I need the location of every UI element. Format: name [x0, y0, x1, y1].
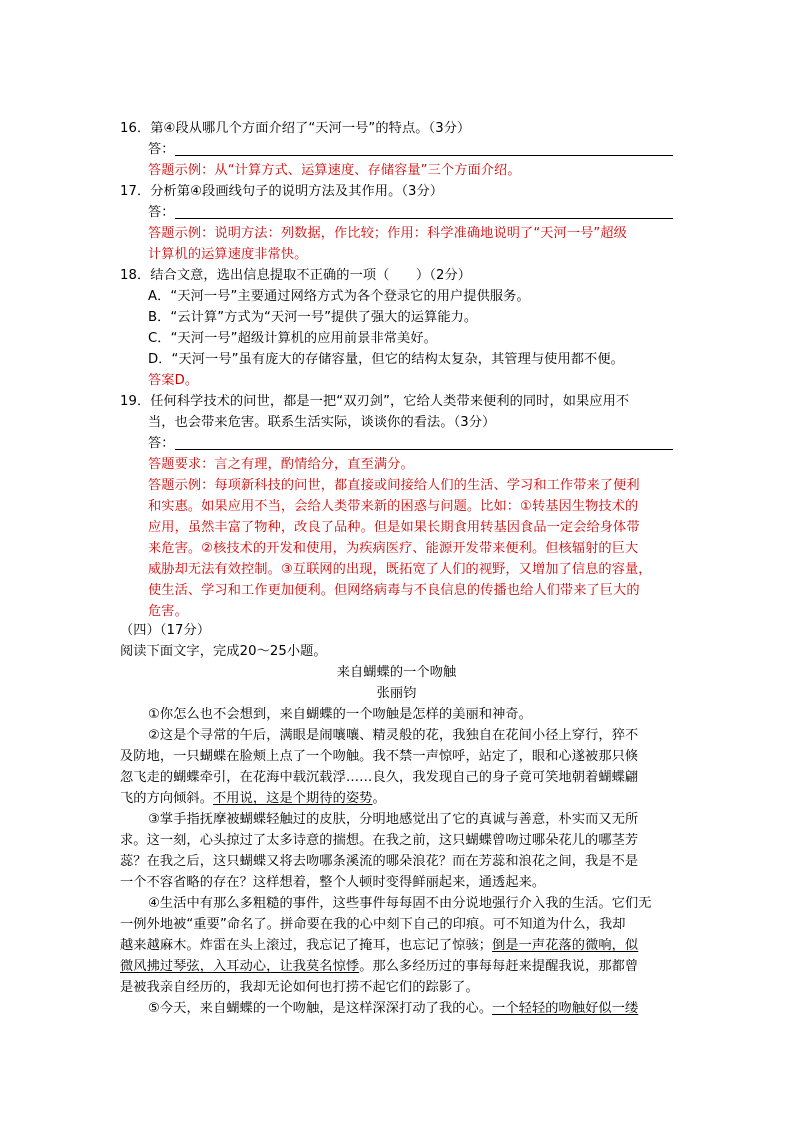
- q17-question: 17．分析第④段画线句子的说明方法及其作用。（3分）: [120, 184, 444, 199]
- paragraph-3-line-1: ③掌手指抚摩被蝴蝶轻触过的皮肤，分明地感觉出了它的真诚与善意，朴实而又无所: [148, 812, 639, 827]
- section-header: （四）（17分）: [120, 623, 211, 638]
- paragraph-2-line-4: [120, 788, 386, 809]
- paragraph-2-period: 。: [372, 791, 386, 806]
- q18-option-a: A．“天河一号”主要通过网络方式为各个登录它的用户提供服务。: [148, 289, 530, 304]
- q19-answer-label: 答：: [148, 436, 175, 451]
- paragraph-4-text-2: 。那么多经历过的事每每赶来提醒我说，那都曾: [359, 959, 639, 974]
- paragraph-3-line-3: 蕊？在我之后，这只蝴蝶又将去吻哪条溪流的哪朵浪花？而在芳蕊和浪花之间，我是不是: [120, 854, 639, 869]
- paragraph-4-line-5: 是被我亲自经历的，我却无论如何也打捞不起它们的踪影了。: [120, 980, 479, 995]
- q17-example-line-2: 计算机的运算速度非常快。: [148, 247, 308, 262]
- q19-example-line-7: 危害。: [148, 604, 188, 619]
- q18-option-d: D．“天河一号”虽有庞大的存储容量，但它的结构太复杂，其管理与使用都不便。: [148, 352, 624, 367]
- q16-question: 16．第④段从哪几个方面介绍了“天河一号”的特点。（3分）: [120, 121, 471, 136]
- q16-answer-blank[interactable]: [175, 155, 673, 156]
- q17-answer-blank[interactable]: [175, 218, 673, 219]
- q19-example-line-1: 答题示例：每项新科技的问世，都直接或间接给人们的生活、学习和工作带来了便利: [148, 478, 640, 493]
- paragraph-2-line-2: 及防地，一只蝴蝶在脸颊上点了一个吻触。我不禁一声惊呼，站定了，眼和心遂被那只倏: [120, 749, 639, 764]
- paragraph-4-line-2: 一例外地被“重要”命名了。拼命要在我的心中刻下自己的印痕。可不知道为什么，我却: [120, 917, 626, 932]
- q19-example-line-5: 威胁却无法有效控制。③互联网的出现，既拓宽了人们的视野，又增加了信息的容量，: [148, 562, 652, 577]
- q18-answer: 答案D。: [148, 373, 199, 388]
- q18-question: 18．结合文意，选出信息提取不正确的一项（ ）（2分）: [120, 268, 472, 283]
- q16-example: 答题示例：从“计算方式、运算速度、存储容量”三个方面介绍。: [148, 163, 521, 178]
- paragraph-2-line-1: ②这是个寻常的午后，满眼是闹嚷嚷、精灵般的花，我独自在花间小径上穿行，猝不: [148, 728, 639, 743]
- paragraph-3-line-4: 一个不容省略的存在？这样想着，整个人顿时变得鲜丽起来，通透起来。: [120, 875, 546, 890]
- q19-answer-blank[interactable]: [175, 449, 673, 450]
- paragraph-5-line-1: [148, 998, 638, 1019]
- q19-question-line-1: 19．任何科学技术的问世，都是一把“双刃剑”，它给人类带来便利的同时，如果应用不: [120, 394, 630, 409]
- q19-example-line-6: 使生活、学习和工作更加便利。但网络病毒与不良信息的传播也给人们带来了巨大的: [148, 583, 640, 598]
- q19-question-line-2: 当，也会带来危害。联系生活实际，谈谈你的看法。（3分）: [148, 415, 496, 430]
- q18-option-b: B．“云计算”方式为“天河一号”提供了强大的运算能力。: [148, 310, 478, 325]
- paragraph-2-text: 飞的方向倾斜。: [120, 791, 214, 806]
- paragraph-4-text: 越来越麻木。炸雷在头上滚过，我忘记了掩耳，也忘记了惊骇；: [120, 938, 493, 953]
- paragraph-5-text: ⑤今天，来自蝴蝶的一个吻触，是这样深深打动了我的心。: [148, 1001, 493, 1016]
- paragraph-3-line-2: 求。这一刻，心头掠过了太多诗意的揣想。在我之前，这只蝴蝶曾吻过哪朵花儿的哪茎芳: [120, 833, 639, 848]
- underlined-sentence-2-part-1: 倒是一声花落的微响，似: [492, 938, 639, 953]
- paragraph-4-line-1: ④生活中有那么多粗糙的事件，这些事件每每固不由分说地强行介入我的生活。它们无: [148, 896, 652, 911]
- q19-example-line-3: 应用，虽然丰富了物种，改良了品种。但是如果长期食用转基因食品一定会给身体带: [148, 520, 640, 535]
- paragraph-1: ①你怎么也不会想到，来自蝴蝶的一个吻触是怎样的美丽和神奇。: [148, 707, 532, 722]
- passage-title: 来自蝴蝶的一个吻触: [336, 665, 457, 680]
- paragraph-4-line-4: [120, 956, 638, 977]
- q19-example-line-4: 来危害。②核技术的开发和使用，为疾病医疗、能源开发带来便利。但核辐射的巨大: [148, 541, 639, 556]
- q19-requirement: 答题要求：言之有理，酌情给分，直至满分。: [148, 457, 414, 472]
- section-instruction: 阅读下面文字，完成20～25小题。: [120, 644, 327, 659]
- passage-author: 张丽钧: [376, 686, 417, 701]
- q19-example-line-2: 和实惠。如果应用不当，会给人类带来新的困惑与问题。比如：①转基因生物技术的: [148, 499, 639, 514]
- underlined-sentence-1: 不用说，这是个期待的姿势: [213, 791, 373, 806]
- q18-option-c: C．“天河一号”超级计算机的应用前景非常美好。: [148, 331, 437, 346]
- q17-example-line-1: 答题示例：说明方法：列数据，作比较；作用：科学准确地说明了“天河一号”超级: [148, 226, 627, 241]
- underlined-sentence-3: 一个轻轻的吻触好似一缕: [492, 1001, 639, 1016]
- underlined-sentence-2-part-2: 微风拂过琴弦，入耳动心，让我莫名惊悸: [120, 959, 360, 974]
- q16-answer-label: 答：: [148, 142, 175, 157]
- paragraph-2-line-3: 忽飞走的蝴蝶牵引，在花海中载沉载浮……良久，我发现自己的身子竟可笑地朝着蝴蝶翩: [120, 770, 639, 785]
- paragraph-4-line-3: [120, 935, 638, 956]
- q17-answer-label: 答：: [148, 205, 175, 220]
